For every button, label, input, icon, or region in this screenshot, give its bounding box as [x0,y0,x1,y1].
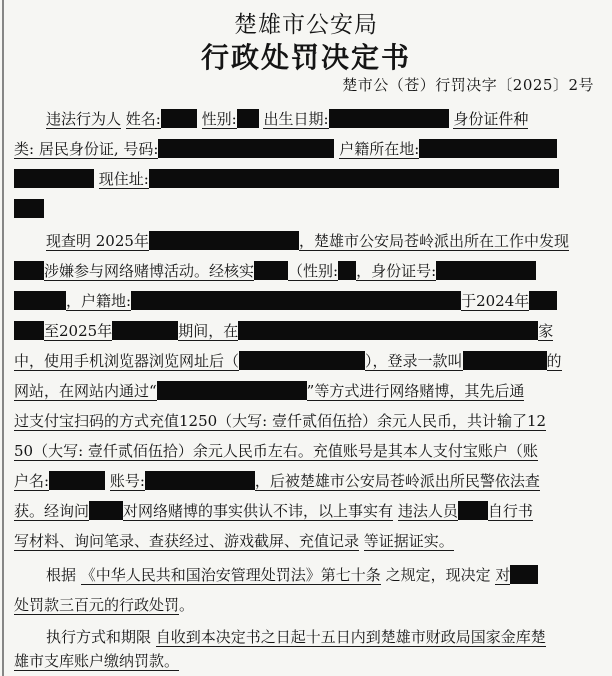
facts-text: ，身份证号: [356,262,437,280]
facts-line-7 [14,406,602,436]
facts-line-3 [14,286,602,316]
facts-text: 获。经询问 [14,502,90,520]
facts-text: ，后被楚雄市公安局苍岭派出所民警依法查 [254,472,540,490]
legal-basis: 《中华人民共和国治安管理处罚法》第七十条 [80,566,381,584]
decision-line-2 [14,590,602,620]
issuing-authority: 楚雄市公安局 [234,12,378,38]
execution-text: 自收到本决定书之日起十五日内到楚雄市财政局国家金库楚 [155,628,546,646]
facts-line-1 [14,226,602,256]
facts-text: 中，使用手机浏览器浏览网址后（ [14,352,240,370]
facts-text: 家 [538,322,554,340]
facts-text: 账号: [109,472,145,490]
redaction [131,291,461,310]
redaction [529,291,557,310]
facts-line-2 [14,256,602,286]
facts-text: ，楚雄市公安局苍岭派出所在工作中发现 [298,232,569,250]
registration-label: 户籍所在地: [339,140,420,158]
execution-text: 雄市支库账户缴纳罚款。 [14,652,180,670]
redaction [145,471,255,490]
facts-line-4 [14,316,602,346]
redaction [49,471,105,490]
redaction [14,261,44,280]
facts-text: 50（大写: 壹仟贰佰伍拾）余元人民币左右。充值账号是其本人支付宝账户（账 [14,442,538,460]
facts-text: 户名: [14,472,50,490]
facts-text: 过支付宝扫码的方式充值1250（大写: 壹仟贰佰伍拾）余元人民币，共计输了12 [14,412,547,430]
facts-text: （性别: [288,262,339,280]
redaction [14,169,94,188]
address-label: 现住址: [98,170,149,188]
facts-text: 对网络赌博的事实供认不讳，以上事实有 [123,502,394,520]
facts-text: 网站，在网站内通过“ [14,382,157,400]
decision-line-1 [14,560,602,590]
id-type-label: 身份证件种 [453,110,529,128]
redaction [14,199,44,218]
document-number: 楚市公（苍）行罚决字〔2025〕2号 [342,76,594,94]
facts-line-6 [14,376,602,406]
penalty: 处罚款三百元的行政处罚 [14,596,180,614]
redaction [254,261,288,280]
facts-text: 写材料、询问笔录、查获经过、游戏截屏、充值记录 [14,532,360,550]
redaction [338,261,356,280]
redaction [463,351,547,370]
facts-line-9 [14,466,602,496]
execution-line-2 [14,646,602,676]
facts-text: 的 [546,352,562,370]
redaction [238,321,538,340]
party-lead: 违法行为人 [46,110,122,128]
facts-line-8 [14,436,602,466]
gender-label: 性别: [201,110,237,128]
facts-text: ”等方式进行网络赌博，其先后通 [306,382,525,400]
facts-text: 违法人员 [397,502,458,520]
redaction [14,291,66,310]
facts-line-11 [14,526,602,556]
facts-line-10 [14,496,602,526]
facts-line-5 [14,346,602,376]
party-line-3 [14,164,602,194]
document-title: 行政处罚决定书 [200,41,411,74]
redaction [14,321,44,340]
execution-label: 执行方式和期限 [46,628,152,646]
facts-text: 自行书 [487,502,533,520]
decision-text: 根据 [46,566,77,584]
facts-text: 至2025年 [44,322,113,340]
redaction [161,109,197,128]
redaction [237,109,259,128]
facts-text: 涉嫌参与网络赌博活动。经核实 [44,262,255,280]
redaction [329,109,449,128]
scan-edge [2,0,4,676]
facts-text: 于2024年 [461,292,530,310]
redaction [419,139,557,158]
facts-text: ，户籍地: [66,292,132,310]
decision-text: 对 [495,566,511,584]
facts-text: 现查明 2025年 [46,232,149,250]
party-line-2 [14,134,602,164]
facts-text: 期间，在 [178,322,239,340]
redaction [239,351,365,370]
facts-text: ），登录一款叫 [365,352,463,370]
name-label: 姓名: [125,110,161,128]
decision-text: 之规定，现决定 [385,566,491,584]
redaction [157,381,307,400]
redaction [149,231,299,250]
party-line-1 [14,104,602,134]
id-type-cont: 类: 居民身份证, 号码: [14,140,159,158]
redaction [436,261,536,280]
redaction [458,501,488,520]
redaction [112,321,178,340]
dob-label: 出生日期: [263,110,329,128]
redaction [89,501,123,520]
redaction [510,565,538,584]
redaction [158,139,334,158]
redaction [149,169,559,188]
facts-text: 等证据证实。 [363,532,454,550]
decision-text: 。 [179,596,195,614]
party-line-4 [14,194,602,224]
